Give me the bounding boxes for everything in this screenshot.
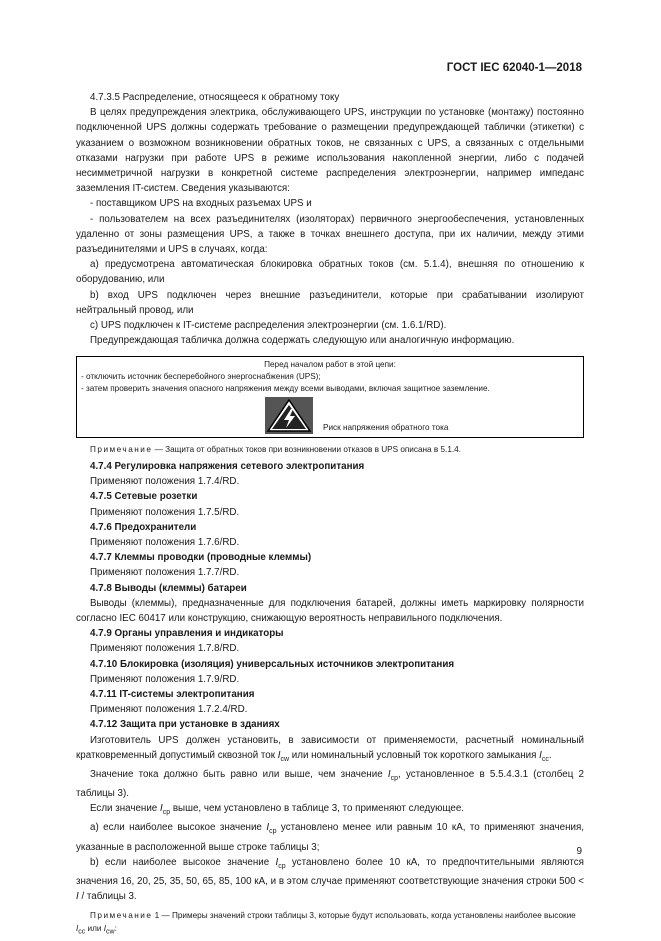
- paragraph: Предупреждающая табличка должна содержать следующую или аналогичную информацию.: [90, 335, 515, 347]
- section-title: 4.7.4 Регулировка напряжения сетевого электропитания: [90, 460, 365, 472]
- warning-label-line: - затем проверить значения опасного напряжения между всеми выводами, включая защитное заземление.: [81, 384, 490, 394]
- warning-label-line: - отключить источник бесперебойного энергоснабжения (UPS);: [81, 372, 321, 382]
- page-number: 9: [576, 846, 582, 857]
- list-item: а) если наиболее высокое значение $I_{cp}$ установлено менее или равным 10 кА, то применяют значения, указанные в расположенной выше строке таблицы 3;: [76, 822, 584, 853]
- list-item: b) если наиболее высокое значение $I_{cp}$ установлено более 10 кА, то предпочтительными являются значения 16, 20, 25, 35, 50, 65, 85, 100 кА, и в этом случае применяют соответствующие значения строки 500 < I / таблицы 3.: [76, 856, 584, 903]
- note-text: — Защита от обратных токов при возникновении отказов в UPS описана в 5.1.4.: [152, 445, 461, 455]
- standard-header: ГОСТ IEC 62040-1—2018: [446, 62, 582, 74]
- section-title: 4.7.8 Выводы (клеммы) батареи: [90, 582, 247, 594]
- section-text: Выводы (клеммы), предназначенные для подключения батарей, должны иметь маркировку полярности согласно IEC 60417 или конструкцию, снижающую вероятность неправильного подключения.: [76, 597, 584, 624]
- section-text: Применяют положения 1.7.9/RD.: [90, 673, 240, 685]
- list-item: b) вход UPS подключен через внешние разъединители, которые при срабатывании изолируют нейтральный провод, или: [76, 289, 584, 316]
- section-text: Применяют положения 1.7.8/RD.: [90, 643, 240, 655]
- section-title-4735: 4.7.3.5 Распределение, относящееся к обратному току: [90, 92, 340, 103]
- high-voltage-warning-icon: [265, 397, 313, 434]
- list-item: а) предусмотрена автоматическая блокировка обратных токов (см. 5.1.4), внешняя по отношению к оборудованию, или: [76, 259, 584, 286]
- section-title: 4.7.5 Сетевые розетки: [90, 491, 198, 503]
- paragraph: Изготовитель UPS должен установить, в зависимости от применяемости, расчетный номинальный кратковременный допустимый сквозной ток $I_{cw}$ или номинальный условный ток короткого замыкания $I_{cc}$.: [76, 734, 584, 763]
- list-item: - пользователем на всех разъединителях (изоляторах) первичного энергообеспечения, установленных удаленно от зоны размещения UPS, а также в точках внешнего доступа, при их наличии, между этими разъединителями и UPS в случаях, когда:: [76, 213, 584, 256]
- sections-list: [76, 459, 584, 717]
- note-label: Примечание: [90, 911, 153, 921]
- section-text: Применяют положения 1.7.5/RD.: [90, 506, 240, 518]
- document-body: [76, 90, 584, 941]
- paragraph: В целях предупреждения электрика, обслуживающего UPS, инструкции по установке (монтажу) постоянно подключенной UPS должны содержать требование о размещении предупреждающей таблички (этикетки) с указанием о возможном возникновении обратных токов, не связанных с UPS, а связанных с отдельными отказами нагрузки при работе UPS в режиме использования накопленной энергии, либо с подачей несимметричной нагрузки в конкретной системе распределения электроэнергии, например импеданс заземления IT-систем. Сведения указываются:: [76, 107, 584, 195]
- list-item: c) UPS подключен к IT-системе распределения электроэнергии (см. 1.6.1/RD).: [90, 320, 447, 332]
- list-item: - поставщиком UPS на входных разъемах UPS и: [90, 198, 312, 210]
- section-text: Применяют положения 1.7.2.4/RD.: [90, 704, 248, 716]
- section-title: 4.7.9 Органы управления и индикаторы: [90, 628, 284, 640]
- section-title: 4.7.7 Клеммы проводки (проводные клеммы): [90, 552, 312, 564]
- section-text: Применяют положения 1.7.7/RD.: [90, 567, 240, 579]
- warning-label-box: [76, 356, 584, 438]
- note-label: Примечание: [90, 445, 153, 455]
- paragraph: Значение тока должно быть равно или выше, чем значение $I_{cp}$, установленное в 5.5.4.3.1 (столбец 2 таблицы 3).: [76, 768, 585, 800]
- note: Примечание 1 — Примеры значений строки таблицы 3, которые будут использовать, когда установлены наиболее высокие $I_{cc}$ или $I_{cw}$:: [76, 911, 576, 936]
- section-text: Применяют положения 1.7.6/RD.: [90, 536, 240, 548]
- warning-label-title: Перед началом работ в этой цепи:: [264, 360, 396, 370]
- section-title: 4.7.11 IT-системы электропитания: [90, 689, 255, 700]
- section-title: 4.7.10 Блокировка (изоляция) универсальных источников электропитания: [90, 658, 455, 670]
- note: [76, 444, 584, 457]
- paragraph: Если значение $I_{cp}$ выше, чем установлено в таблице 3, то применяют следующее.: [90, 803, 465, 817]
- warning-risk-text: Риск напряжения обратного тока: [323, 423, 449, 433]
- section-text: Применяют положения 1.7.4/RD.: [90, 476, 240, 488]
- section-title: 4.7.6 Предохранители: [90, 521, 197, 533]
- section-title-4712: 4.7.12 Защита при установке в зданиях: [90, 719, 280, 731]
